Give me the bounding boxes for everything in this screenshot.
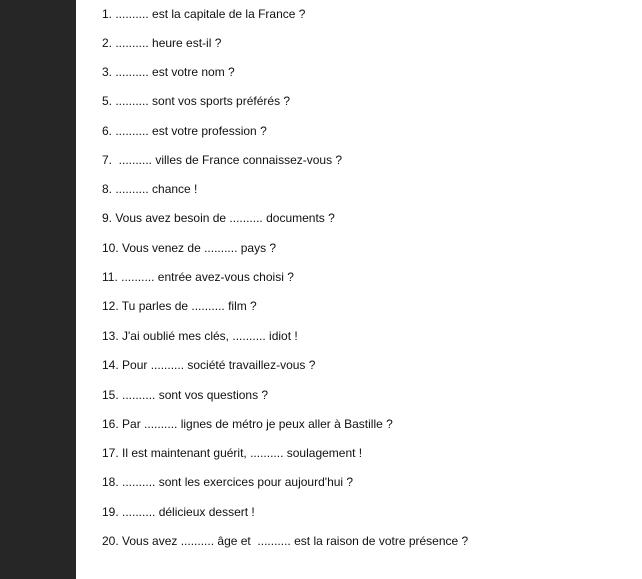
exercise-item: 9. Vous avez besoin de .......... documents ? — [102, 211, 335, 225]
exercise-item: 7. .......... villes de France connaissez-vous ? — [102, 153, 343, 167]
exercise-item: 8. .......... chance ! — [102, 182, 198, 196]
exercise-item: 16. Par .......... lignes de métro je peux aller à Bastille ? — [102, 417, 393, 431]
dark-side-margin — [0, 0, 76, 579]
exercise-item: 20. Vous avez .......... âge et .......... est la raison de votre présence ? — [102, 534, 469, 548]
exercise-item: 10. Vous venez de .......... pays ? — [102, 241, 277, 255]
exercise-item: 5. .......... sont vos sports préférés ? — [102, 94, 291, 108]
exercise-item: 6. .......... est votre profession ? — [102, 124, 267, 138]
exercise-item: 13. J'ai oublié mes clés, .......... idiot ! — [102, 329, 298, 343]
exercise-item: 12. Tu parles de .......... film ? — [102, 299, 257, 313]
exercise-item: 11. .......... entrée avez-vous choisi ? — [102, 270, 294, 284]
exercise-item: 2. .......... heure est-il ? — [102, 36, 222, 50]
exercise-item: 18. .......... sont les exercices pour aujourd'hui ? — [102, 475, 354, 489]
document-page — [76, 0, 642, 579]
exercise-item: 15. .......... sont vos questions ? — [102, 388, 269, 402]
exercise-item: 1. .......... est la capitale de la France ? — [102, 7, 306, 21]
exercise-item: 3. .......... est votre nom ? — [102, 65, 235, 79]
exercise-item: 19. .......... délicieux dessert ! — [102, 505, 255, 519]
exercise-item: 17. Il est maintenant guérit, .......... soulagement ! — [102, 446, 363, 460]
exercise-item: 14. Pour .......... société travaillez-vous ? — [102, 358, 316, 372]
